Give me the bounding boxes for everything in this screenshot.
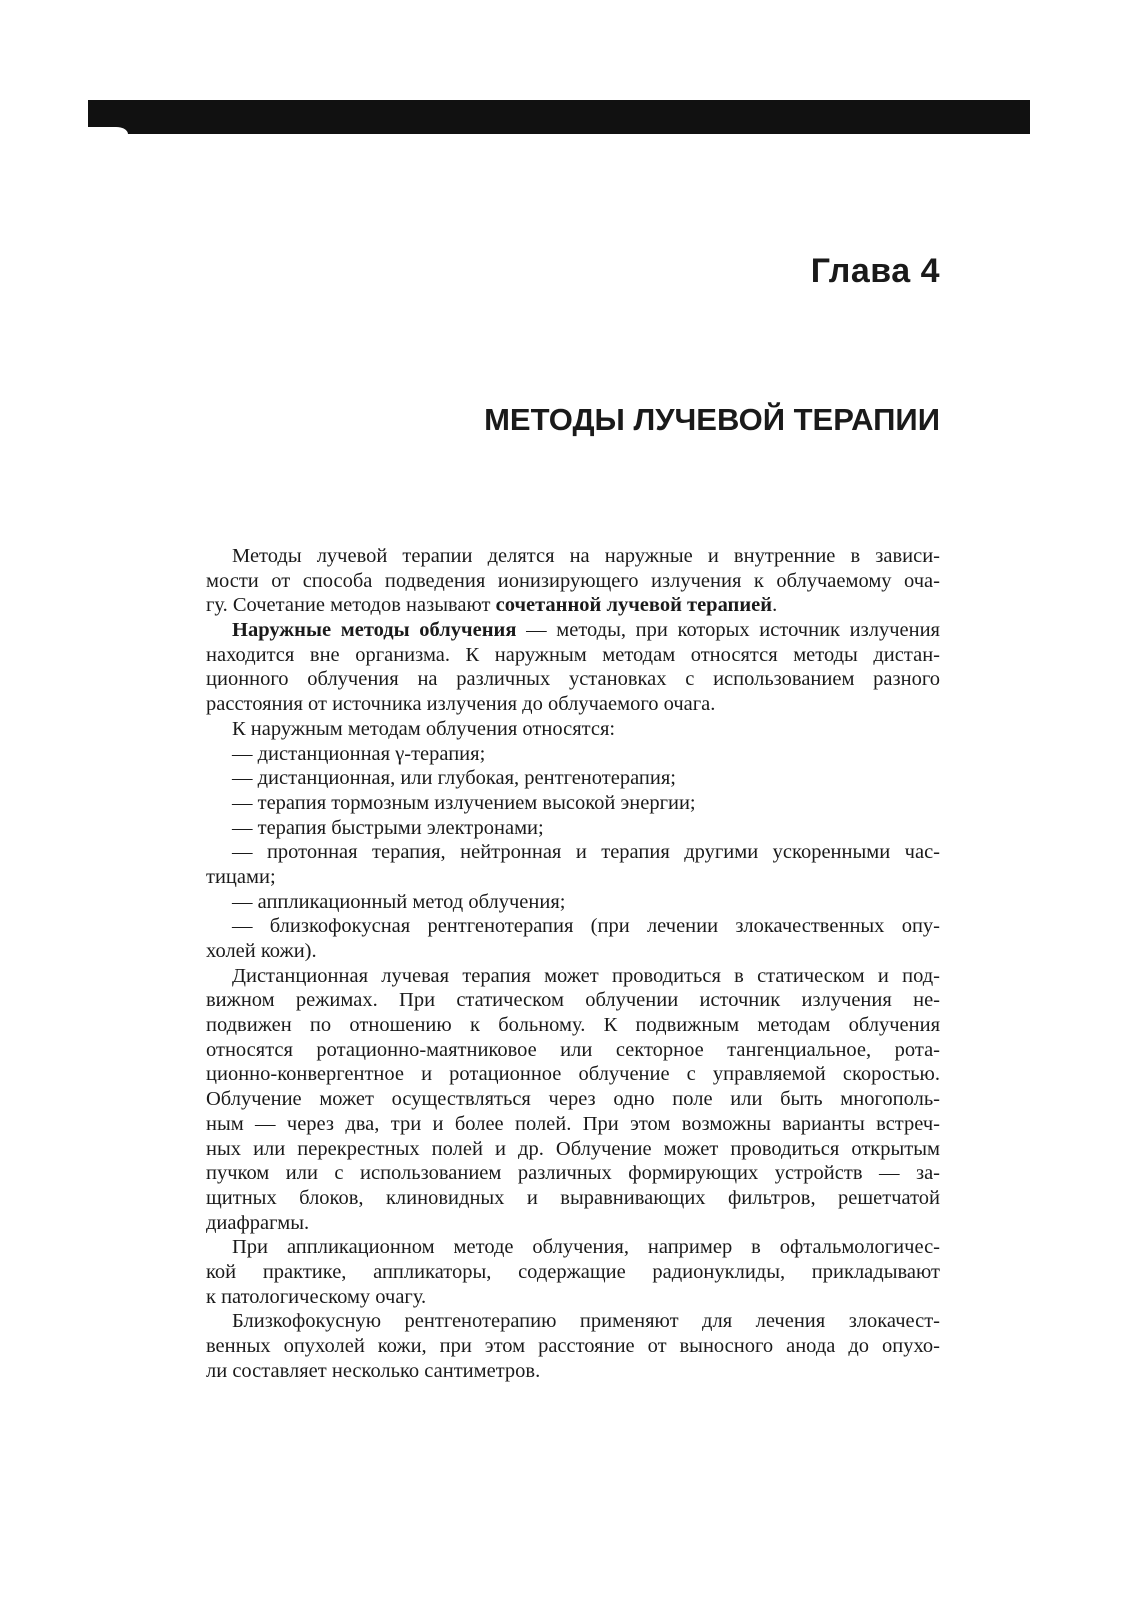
list-item: — терапия тормозным излучением высокой энергии;: [232, 791, 696, 814]
chapter-body: [206, 544, 940, 1383]
list-item: — терапия быстрыми электронами;: [232, 816, 544, 839]
text-line: кой практике, аппликаторы, содержащие радионуклиды, прикладывают: [206, 1260, 940, 1283]
text-line: Дистанционная лучевая терапия может проводиться в статическом и под-: [232, 964, 940, 987]
text-line: щитных блоков, клиновидных и выравнивающих фильтров, решетчатой: [206, 1186, 940, 1209]
text-fragment: гу. Сочетание методов называют: [206, 594, 496, 617]
chapter-title: МЕТОДЫ ЛУЧЕВОЙ ТЕРАПИИ: [484, 402, 940, 437]
text-line: ли составляет несколько сантиметров.: [206, 1359, 541, 1382]
list-item-continuation: тицами;: [206, 865, 276, 888]
chapter-header-bar: [88, 100, 1030, 134]
paragraph-intro: [206, 544, 940, 618]
text-line: диафрагмы.: [206, 1211, 310, 1234]
list-item: — близкофокусная рентгенотерапия (при лечении злокачественных опу-: [232, 915, 940, 938]
chapter-label: Глава 4: [810, 252, 940, 290]
list-item-continuation: холей кожи).: [206, 940, 317, 962]
text-line: подвижен по отношению к больному. К подвижным методам облучения: [206, 1014, 940, 1037]
text-line: относятся ротационно-маятниковое или секторное тангенциальное, рота-: [206, 1038, 940, 1061]
text-fragment: — методы, при которых источник излучения: [516, 619, 940, 642]
paragraph-distance-therapy: [206, 964, 940, 1236]
text-line: пучком или с использованием различных формирующих устройств — за-: [206, 1162, 940, 1185]
text-line: расстояния от источника излучения до облучаемого очага.: [206, 693, 716, 716]
text-line: мости от способа подведения ионизирующего излучения к облучаемому оча-: [206, 569, 940, 592]
methods-list: [206, 717, 940, 964]
list-item: — протонная терапия, нейтронная и терапия другими ускоренными час-: [232, 841, 940, 864]
list-item: — аппликационный метод облучения;: [232, 890, 566, 913]
text-line: вижном режимах. При статическом облучении источник излучения не-: [206, 989, 940, 1012]
text-line: находится вне организма. К наружным методам относятся методы дистан-: [206, 643, 940, 666]
header-bar-notch: [88, 127, 128, 134]
text-line: [206, 618, 940, 643]
text-line: ным — через два, три и более полей. При этом возможны варианты встреч-: [206, 1112, 940, 1135]
list-item: — дистанционная, или глубокая, рентгенотерапия;: [232, 767, 676, 790]
text-line: Близкофокусную рентгенотерапию применяют для лечения злокачест-: [232, 1310, 940, 1333]
text-line: Облучение может осуществляться через одно поле или быть многополь-: [206, 1088, 940, 1111]
text-fragment: .: [772, 594, 778, 617]
paragraph-close-focus: [206, 1309, 940, 1383]
text-line: При аппликационном методе облучения, например в офтальмологичес-: [232, 1236, 940, 1259]
term-external-methods: Наружные методы облучения: [232, 619, 517, 642]
text-line: ционно-конвергентное и ротационное облучение с управляемой скоростью.: [206, 1063, 940, 1086]
text-line: [206, 593, 940, 618]
text-line: Методы лучевой терапии делятся на наружные и внутренние в зависи-: [232, 545, 940, 567]
text-line: к патологическому очагу.: [206, 1285, 427, 1308]
paragraph-external-methods: [206, 618, 940, 717]
paragraph-application-method: [206, 1235, 940, 1309]
list-item: — дистанционная γ-терапия;: [232, 742, 486, 765]
text-line: венных опухолей кожи, при этом расстояние от выносного анода до опухо-: [206, 1335, 940, 1357]
term-combined-radiotherapy: сочетанной лучевой терапией: [495, 594, 773, 617]
text-line: ционного облучения на различных установках с использованием разного: [206, 668, 940, 691]
text-line: ных или перекрестных полей и др. Облучение может проводиться открытым: [206, 1137, 940, 1160]
list-intro: К наружным методам облучения относятся:: [232, 717, 616, 740]
